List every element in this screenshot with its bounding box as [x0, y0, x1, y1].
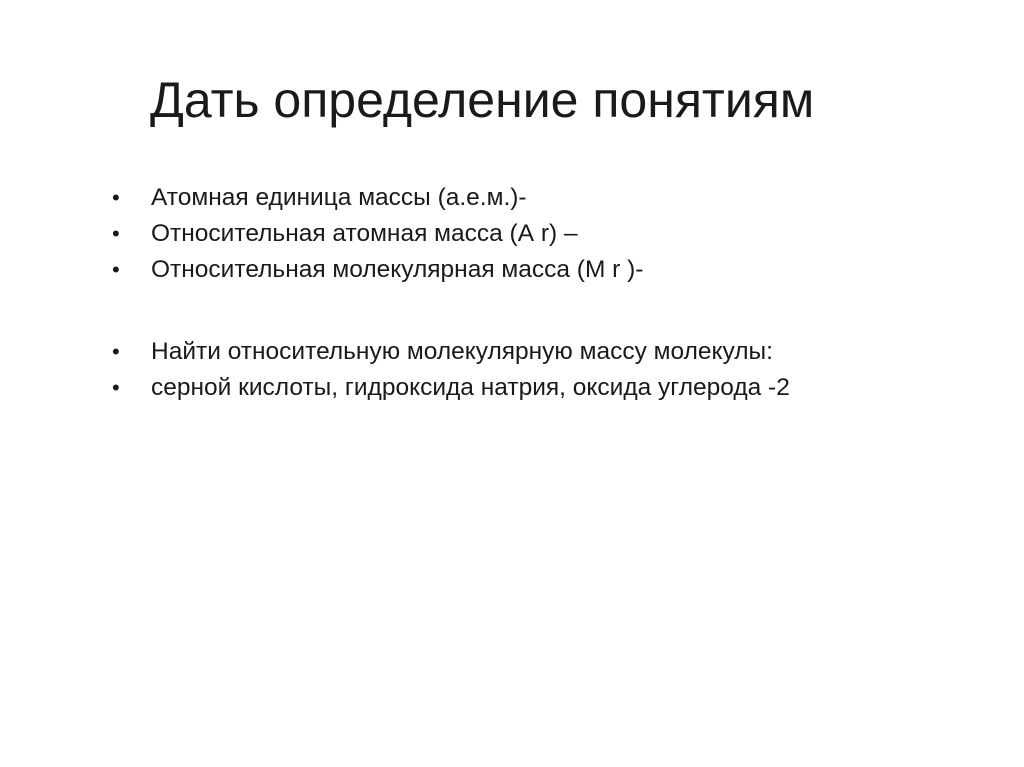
- bullet-icon: •: [112, 339, 120, 364]
- list-item: [112, 180, 992, 216]
- list-item-text: серной кислоты, гидроксида натрия, оксида углерода -2: [151, 374, 790, 401]
- list-item: [112, 252, 992, 288]
- list-item-text: Найти относительную молекулярную массу молекулы:: [151, 338, 773, 365]
- bullet-icon: •: [112, 375, 120, 400]
- list-item: [112, 334, 992, 370]
- list-item-text: Атомная единица массы (а.е.м.)-: [151, 184, 527, 211]
- bullet-icon: •: [112, 221, 120, 246]
- list-item-text: Относительная молекулярная масса (М r )-: [151, 256, 644, 283]
- list-item: [112, 216, 992, 252]
- bullet-list: [112, 180, 992, 406]
- bullet-icon: •: [112, 185, 120, 210]
- bullet-icon: •: [112, 257, 120, 282]
- list-item: [112, 370, 992, 406]
- list-item-text: Относительная атомная масса (А r) –: [151, 220, 578, 247]
- slide-title: Дать определение понятиям: [150, 72, 815, 128]
